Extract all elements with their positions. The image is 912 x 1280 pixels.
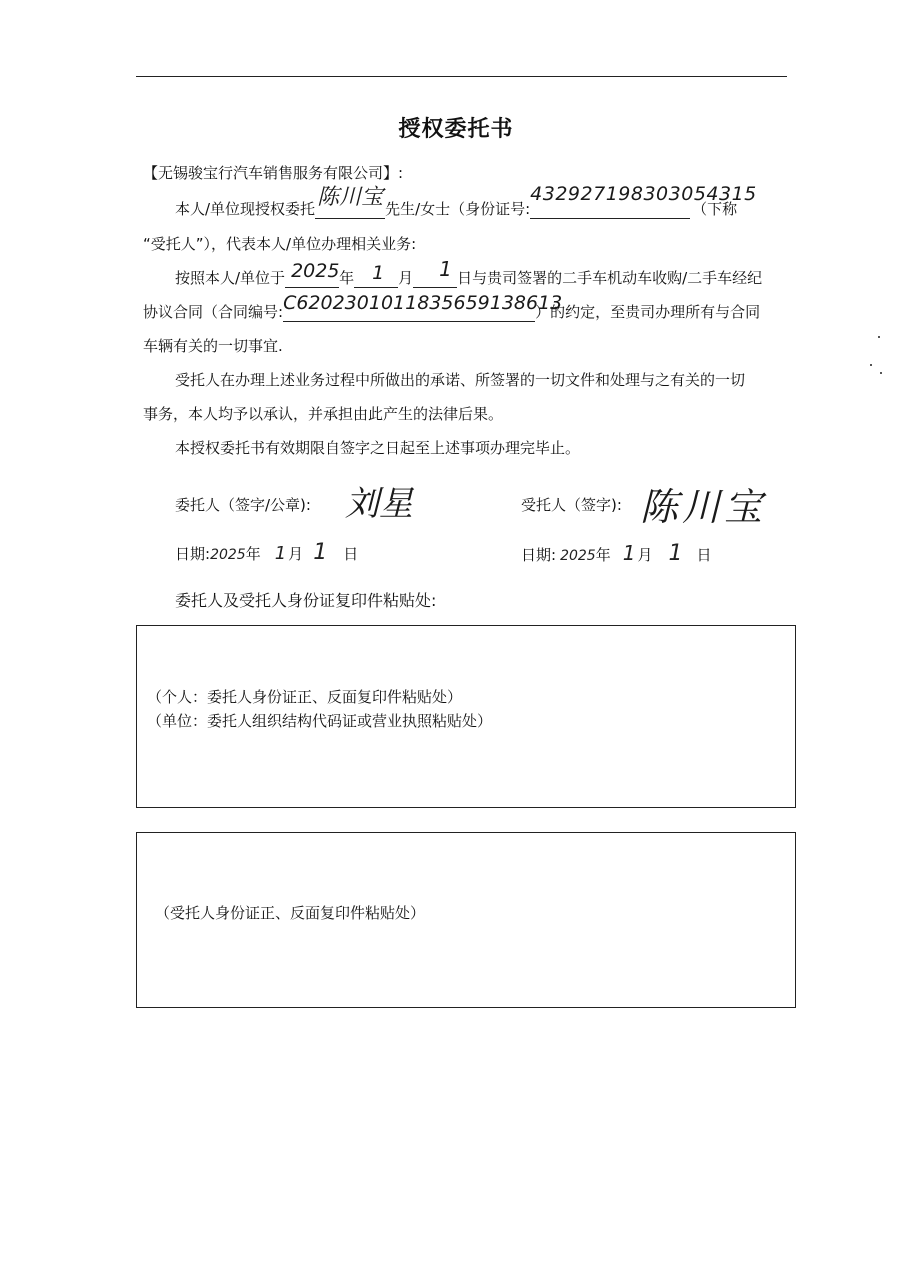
left-date-month-unit: 月 xyxy=(288,545,304,563)
left-date-line xyxy=(175,540,359,565)
document-title: 授权委托书 xyxy=(398,117,514,142)
trustee-signature: 陈川宝 xyxy=(640,485,767,529)
para2-line2-suffix: ）的约定，至贵司办理所有与合同 xyxy=(535,303,761,321)
top-rule xyxy=(136,76,787,77)
para3-line1: 受托人在办理上述业务过程中所做出的承诺、所签署的一切文件和处理与之有关的一切 xyxy=(175,371,746,389)
para2-line3: 车辆有关的一切事宜. xyxy=(143,337,283,355)
left-date-label: 日期: xyxy=(175,545,211,563)
contract-number-blank xyxy=(283,292,563,322)
trustee-id-paste-area xyxy=(136,832,796,1008)
principal-signature: 刘星 xyxy=(345,484,413,524)
validity-statement: 本授权委托书有效期限自签字之日起至上述事项办理完毕止。 xyxy=(175,439,581,457)
recipient-line: 【无锡骏宝行汽车销售服务有限公司】: xyxy=(143,164,404,182)
id-number-handwriting: 432927198303054315 xyxy=(530,183,757,205)
para2-prefix: 按照本人/单位于 xyxy=(175,269,286,287)
scan-speck xyxy=(878,336,880,338)
trustee-box-line1: （受托人身份证正、反面复印件粘贴处） xyxy=(155,904,426,922)
left-date-day-handwriting: 1 xyxy=(313,540,328,565)
left-date-day-unit: 日 xyxy=(343,545,359,563)
paste-heading: 委托人及受托人身份证复印件粘贴处: xyxy=(175,591,437,610)
year-unit: 年 xyxy=(339,269,355,287)
para1-line1 xyxy=(175,183,757,219)
agreement-year-blank xyxy=(285,260,340,288)
para2-line2 xyxy=(143,292,761,322)
para1-line2: “受托人”），代表本人/单位办理相关业务: xyxy=(143,235,417,253)
right-date-line xyxy=(521,543,711,566)
right-date-month-unit: 月 xyxy=(637,546,653,564)
para2-suffix: 日与贵司签署的二手车机动车收购/二手车经纪 xyxy=(457,269,763,287)
agreement-year-handwriting: 2025 xyxy=(291,260,340,282)
right-date-year-unit: 年 xyxy=(595,546,611,564)
left-date-year-unit: 年 xyxy=(245,545,261,563)
trustee-name-blank xyxy=(315,185,385,219)
month-unit: 月 xyxy=(398,269,414,287)
right-date-day-handwriting: 1 xyxy=(668,541,683,566)
para1-prefix: 本人/单位现授权委托 xyxy=(175,200,316,218)
trustee-signature-label: 受托人（签字): xyxy=(521,496,622,514)
left-date-year-handwriting: 2025 xyxy=(210,547,246,563)
principal-box-line2: （单位：委托人组织结构代码证或营业执照粘贴处） xyxy=(147,712,493,730)
scan-speck xyxy=(870,364,872,366)
agreement-month-handwriting: 1 xyxy=(372,262,385,284)
left-date-month-handwriting: 1 xyxy=(274,543,287,564)
agreement-day-blank xyxy=(413,257,457,288)
para2-line1 xyxy=(175,257,763,288)
principal-id-paste-area xyxy=(136,625,796,808)
para1-suffix: （下称 xyxy=(692,200,738,218)
right-date-year-handwriting: 2025 xyxy=(560,548,596,564)
para2-line2-prefix: 协议合同（合同编号: xyxy=(143,303,284,321)
principal-box-line1: （个人：委托人身份证正、反面复印件粘贴处） xyxy=(147,688,463,706)
right-date-month-handwriting: 1 xyxy=(622,541,636,565)
para1-middle: 先生/女士（身份证号: xyxy=(385,200,531,218)
principal-signature-label: 委托人（签字/公章): xyxy=(175,496,311,514)
agreement-month-blank xyxy=(354,262,398,288)
agreement-day-handwriting: 1 xyxy=(439,257,452,281)
right-date-label: 日期: xyxy=(521,546,557,564)
right-date-day-unit: 日 xyxy=(696,546,712,564)
para3-line2: 事务，本人均予以承认，并承担由此产生的法律后果。 xyxy=(143,405,504,423)
trustee-name-handwriting: 陈川宝 xyxy=(317,185,384,210)
contract-number-handwriting: C6202301011835659138613 xyxy=(283,292,563,314)
scan-speck xyxy=(880,372,882,374)
